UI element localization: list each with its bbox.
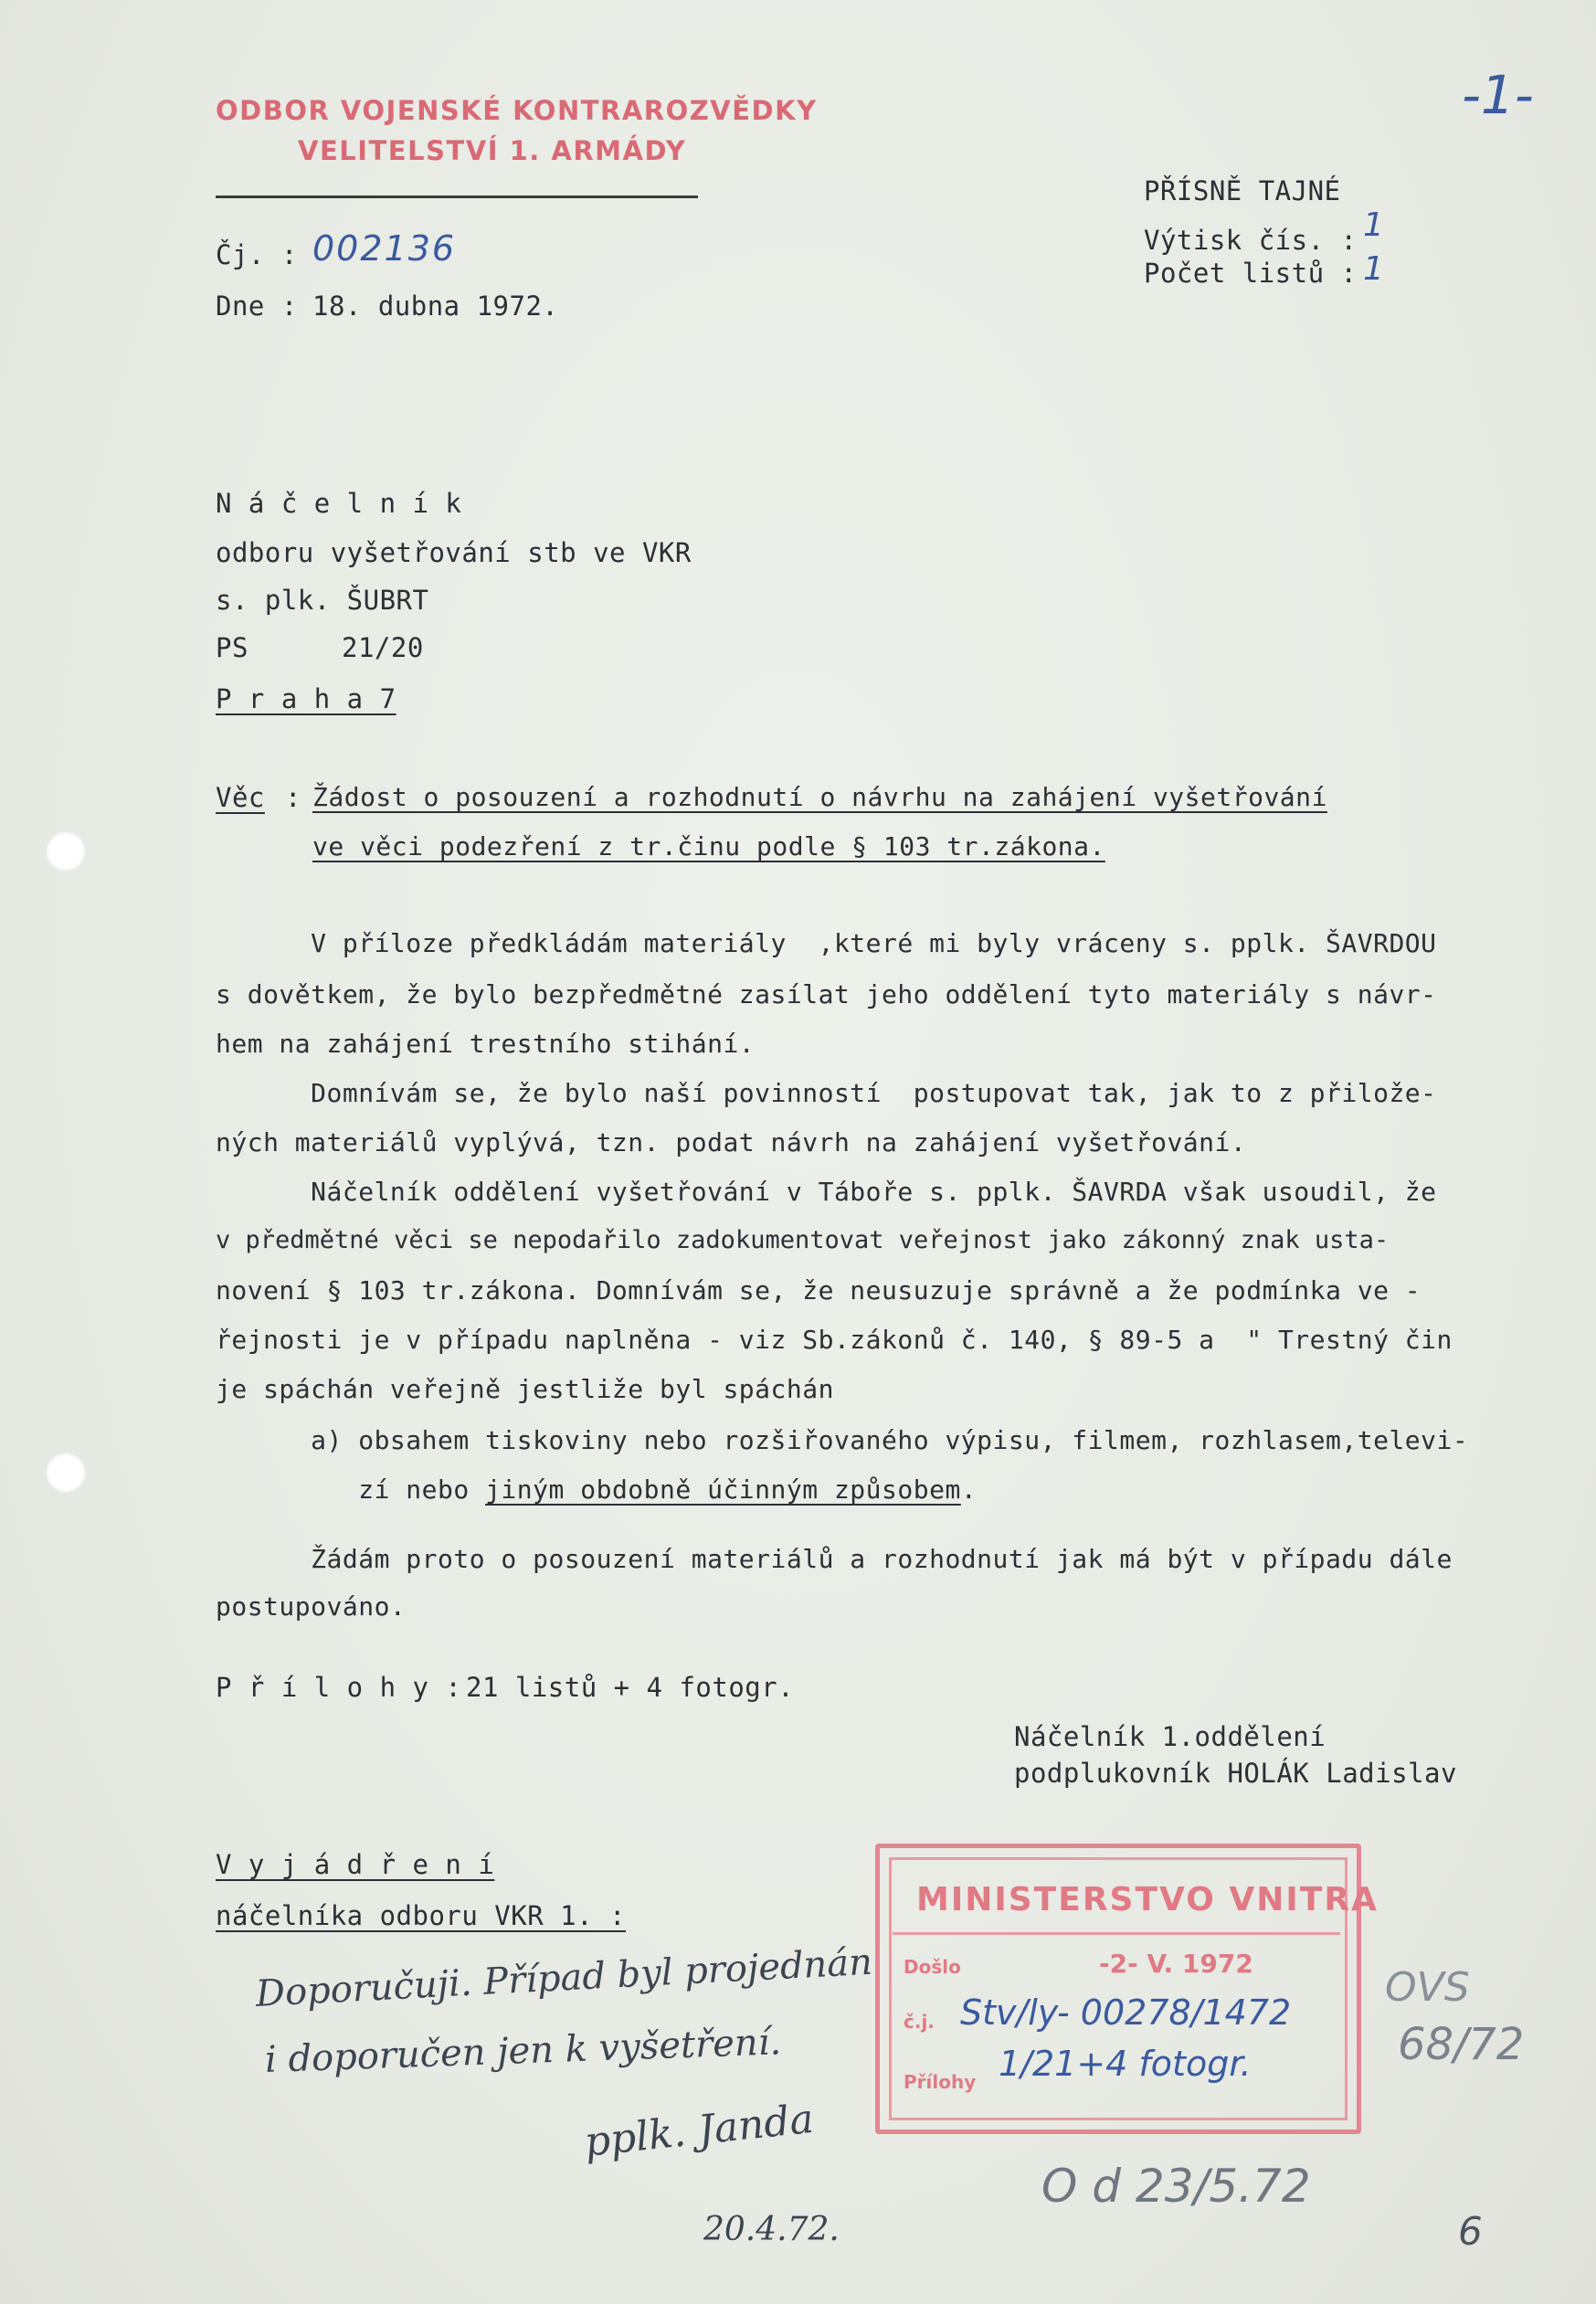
request-line1: Žádám proto o posouzení materiálů a rozhodnutí jak má být v případu dále bbox=[216, 1544, 1453, 1574]
subject-separator: : bbox=[285, 782, 301, 813]
handwritten-date: 20.4.72. bbox=[703, 2211, 840, 2248]
copy-label: Výtisk čís. : bbox=[1144, 225, 1358, 256]
recipient-title: N á č e l n í k bbox=[216, 488, 462, 519]
body-line-text: zí nebo bbox=[216, 1474, 486, 1505]
subject-label: Věc bbox=[216, 782, 265, 813]
punch-hole-top bbox=[46, 831, 86, 872]
body-line: je spáchán veřejně jestliže byl spáchán bbox=[216, 1374, 834, 1404]
org-name-line2: VELITELSTVÍ 1. ARMÁDY bbox=[298, 135, 687, 166]
body-line-last bbox=[216, 1474, 977, 1505]
body-line: novení § 103 tr.zákona. Domnívám se, že neusuzuje správně a že podmínka ve - bbox=[216, 1275, 1422, 1305]
classification: PŘÍSNĚ TAJNÉ bbox=[1144, 175, 1341, 206]
attachments-label: P ř í l o h y : bbox=[216, 1672, 462, 1703]
sheets-label: Počet listů : bbox=[1144, 258, 1358, 289]
recipient-ps-number: 21/20 bbox=[342, 632, 424, 663]
response-heading: V y j á d ř e n í bbox=[216, 1849, 495, 1880]
recipient-name: s. plk. ŠUBRT bbox=[216, 585, 429, 616]
org-name-line1: ODBOR VOJENSKÉ KONTRAROZVĚDKY bbox=[216, 95, 818, 126]
emphasized-phrase: jiným obdobně účinným způsobem bbox=[485, 1474, 961, 1505]
response-subheading: náčelníka odboru VKR 1. : bbox=[216, 1900, 626, 1931]
subject-line1: Žádost o posouzení a rozhodnutí o návrhu na zahájení vyšetřování bbox=[312, 782, 1327, 812]
stamp-attachments-label: Přílohy bbox=[904, 2071, 977, 2093]
page-number: 6 bbox=[1458, 2209, 1483, 2254]
body-line-end: . bbox=[960, 1474, 978, 1505]
signature-name: podplukovník HOLÁK Ladislav bbox=[1014, 1758, 1457, 1789]
subject-line2: ve věci podezření z tr.činu podle § 103 tr.zákona. bbox=[312, 831, 1105, 861]
body-line: ných materiálů vyplývá, tzn. podat návrh na zahájení vyšetřování. bbox=[216, 1127, 1247, 1157]
copy-value: 1 bbox=[1363, 206, 1384, 244]
handwritten-note-line2: i doporučen jen k vyšetření. bbox=[264, 2021, 782, 2081]
ref-label: Čj. : bbox=[216, 239, 298, 270]
recipient-city: P r a h a 7 bbox=[216, 683, 396, 714]
registry-stamp bbox=[875, 1844, 1379, 2134]
body-line: a) obsahem tiskoviny nebo rozšiřovaného výpisu, filmem, rozhlasem,televi- bbox=[216, 1425, 1469, 1455]
stamp-date-label: Došlo bbox=[904, 1956, 961, 1978]
sheets-value: 1 bbox=[1363, 250, 1384, 288]
attachments-value: 21 listů + 4 fotogr. bbox=[466, 1672, 795, 1703]
stamp-divider bbox=[893, 1932, 1340, 1935]
pencil-note-date: O d 23/5.72 bbox=[1041, 2160, 1311, 2213]
date-label: Dne : bbox=[216, 291, 298, 322]
page-mark: -1- bbox=[1462, 64, 1534, 126]
stamp-attachments-value: 1/21+4 fotogr. bbox=[999, 2044, 1252, 2084]
body-line: hem na zahájení trestního stihání. bbox=[216, 1029, 756, 1059]
request-line2: postupováno. bbox=[216, 1591, 407, 1622]
ref-number: 002136 bbox=[312, 228, 457, 269]
body-line: v předmětné věci se nepodařilo zadokumentovat veřejnost jako zákonný znak usta- bbox=[216, 1226, 1390, 1254]
stamp-title: MINISTERSTVO VNITRA bbox=[916, 1881, 1379, 1918]
date-value: 18. dubna 1972. bbox=[312, 291, 559, 322]
punch-hole-bottom bbox=[46, 1453, 86, 1493]
body-line: s dovětkem, že bylo bezpředmětné zasílat jeho oddělení tyto materiály s návr- bbox=[216, 979, 1437, 1009]
pencil-note-ovs: OVS bbox=[1385, 1964, 1470, 2011]
body-line: Domnívám se, že bylo naší povinností postupovat tak, jak to z přilože- bbox=[216, 1078, 1437, 1108]
body-line: Náčelník oddělení vyšetřování v Táboře s. pplk. ŠAVRDA však usoudil, že bbox=[216, 1177, 1437, 1207]
handwritten-signature: pplk. Janda bbox=[582, 2095, 816, 2166]
stamp-number-value: Stv/ly- 00278/1472 bbox=[960, 1992, 1292, 2033]
body-line: V příloze předkládám materiály ,které mi byly vráceny s. pplk. ŠAVRDOU bbox=[216, 928, 1437, 958]
handwritten-note-line1: Doporučuji. Případ byl projednán bbox=[254, 1940, 873, 2015]
signature-title: Náčelník 1.oddělení bbox=[1014, 1721, 1326, 1752]
pencil-note-number: 68/72 bbox=[1398, 2019, 1525, 2070]
recipient-ps: PS bbox=[216, 632, 248, 663]
recipient-dept: odboru vyšetřování stb ve VKR bbox=[216, 537, 692, 568]
stamp-date-value: -2- V. 1972 bbox=[1099, 1949, 1253, 1979]
body-line: řejnosti je v případu naplněna - viz Sb.zákonů č. 140, § 89-5 a " Trestný čin bbox=[216, 1325, 1453, 1355]
header-rule bbox=[216, 196, 698, 198]
stamp-number-label: č.j. bbox=[904, 2011, 935, 2033]
